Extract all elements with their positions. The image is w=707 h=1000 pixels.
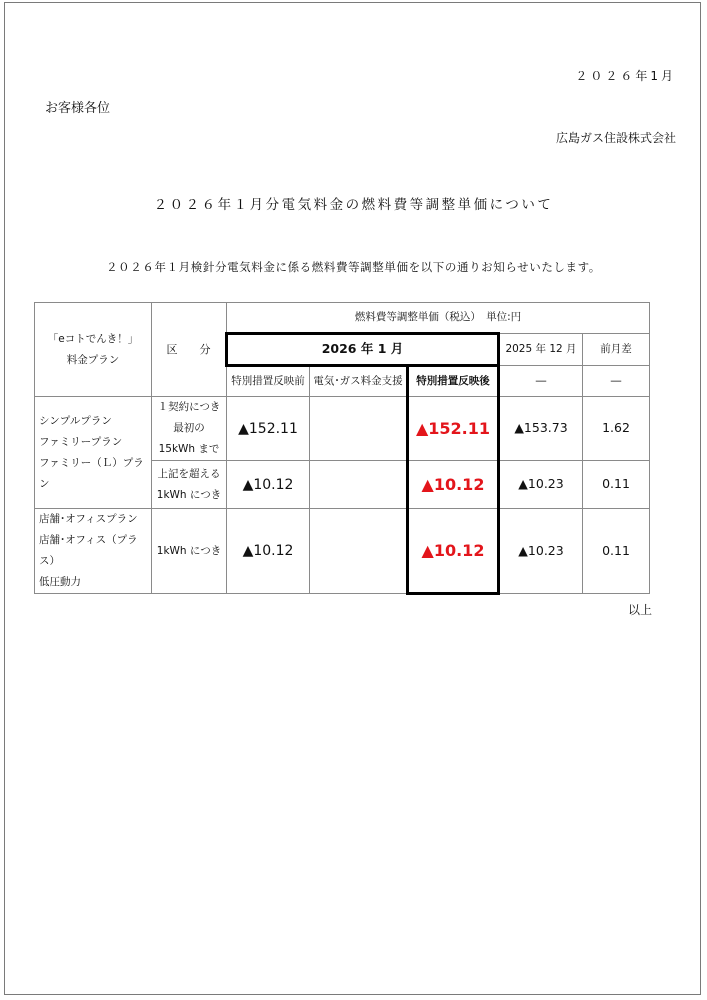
header-prev-dash: ― <box>499 366 583 397</box>
support-value <box>310 509 408 594</box>
header-plan-line1: 「eコトでんき！」 <box>47 332 139 345</box>
table-row <box>35 397 650 461</box>
fuel-adjustment-table <box>34 302 650 595</box>
intro-text: ２０２６年１月検針分電気料金に係る燃料費等調整単価を以下の通りお知らせいたします。 <box>106 260 601 274</box>
header-plan <box>35 303 152 397</box>
plan-name: シンプルプラン <box>39 414 112 427</box>
division-line: 最初の <box>173 422 205 434</box>
before-special-value: ▲10.12 <box>227 461 310 509</box>
after-special-value: ▲10.12 <box>408 509 499 594</box>
header-prev-month: 2025 年 12 月 <box>499 334 583 366</box>
prev-month-value: ▲10.23 <box>499 461 583 509</box>
plan-name: ファミリー（Ｌ）プラン <box>39 456 144 490</box>
support-value <box>310 397 408 461</box>
prev-month-value: ▲153.73 <box>499 397 583 461</box>
before-special-value: ▲152.11 <box>227 397 310 461</box>
division-line: 上記を超える <box>157 467 221 480</box>
diff-value: 0.11 <box>583 461 650 509</box>
prev-month-value: ▲10.23 <box>499 509 583 594</box>
plan-name: 店舗･オフィスプラン <box>39 513 138 525</box>
issue-date: ２０２６年1月 <box>575 69 676 83</box>
division-line: 15kWh まで <box>158 443 220 455</box>
after-special-value: ▲152.11 <box>408 397 499 461</box>
division-line: １契約につき <box>157 401 221 413</box>
document-page <box>4 2 701 995</box>
after-special-value: ▲10.12 <box>408 461 499 509</box>
plan-name: ファミリープラン <box>39 435 123 448</box>
division-cell <box>152 461 227 509</box>
diff-value: 1.62 <box>583 397 650 461</box>
header-diff: 前月差 <box>583 334 650 366</box>
division-line: 1kWh につき <box>156 544 222 557</box>
plan-group-business <box>35 509 152 594</box>
division-line: 1kWh につき <box>156 488 222 501</box>
header-division: 区 分 <box>152 303 227 397</box>
before-special-value: ▲10.12 <box>227 509 310 594</box>
company-name: 広島ガス住設株式会社 <box>555 131 676 145</box>
plan-group-residential <box>35 397 152 509</box>
closing-text: 以上 <box>627 603 652 617</box>
addressee: お客様各位 <box>45 101 111 116</box>
header-plan-line2: 料金プラン <box>66 353 120 366</box>
plan-name: 店舗･オフィス（プラス） <box>39 534 138 567</box>
plan-name: 低圧動力 <box>39 576 81 588</box>
header-current-month: 2026 年 1 月 <box>227 334 499 366</box>
header-unit-caption: 燃料費等調整単価（税込） 単位:円 <box>227 303 650 334</box>
header-after-special: 特別措置反映後 <box>408 366 499 397</box>
support-value <box>310 461 408 509</box>
header-support: 電気･ガス料金支援 <box>310 366 408 397</box>
table-row <box>35 509 650 594</box>
division-cell <box>152 397 227 461</box>
header-diff-dash: ― <box>583 366 650 397</box>
division-cell <box>152 509 227 594</box>
header-before-special: 特別措置反映前 <box>227 366 310 397</box>
diff-value: 0.11 <box>583 509 650 594</box>
document-title: ２０２６年１月分電気料金の燃料費等調整単価について <box>153 197 554 213</box>
